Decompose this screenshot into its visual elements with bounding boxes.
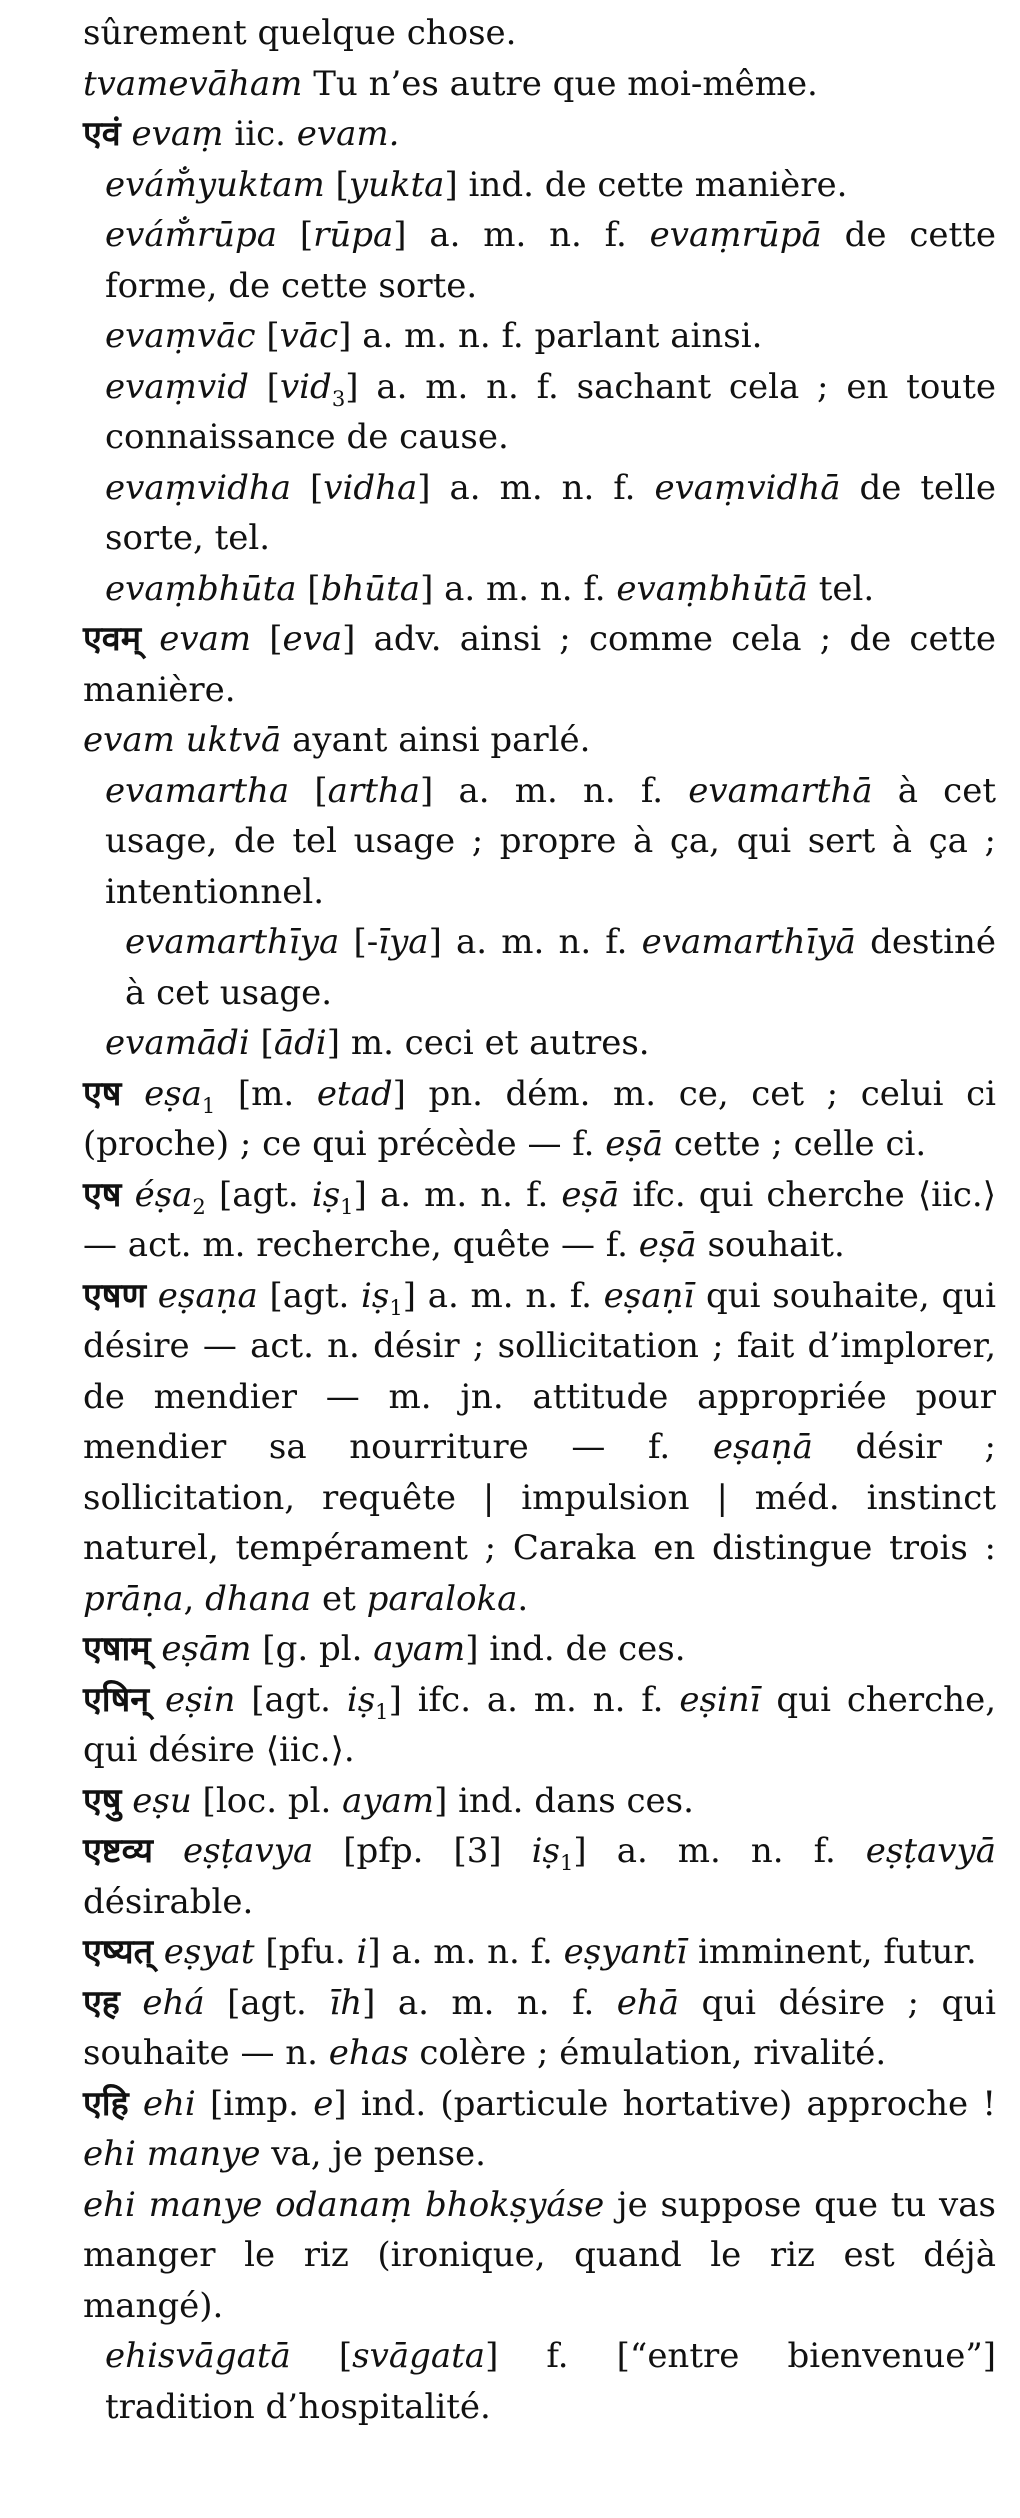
dictionary-entry: एष éṣa$_2$ [agt. iṣ$_1$] a. m. n. f. eṣā ifc. qui cherche ⟨iic.⟩ — act. m. recherche, quête — f. eṣā souhait.: [83, 1174, 996, 1265]
dictionary-entry: एषाम् eṣām [g. pl. ayam] ind. de ces.: [83, 1629, 686, 1669]
dictionary-entry: evaṃvidha [vidha] a. m. n. f. evaṃvidhā de telle sorte, tel.: [105, 467, 996, 558]
dictionary-entry: एष्यत् eṣyat [pfu. i] a. m. n. f. eṣyantī imminent, futur.: [83, 1932, 977, 1972]
dictionary-entry: एषण eṣaṇa [agt. iṣ$_1$] a. m. n. f. eṣaṇī qui souhaite, qui désire — act. n. désir ; sollicitation ; fait d’implorer, de mendier — m. jn. attitude appropriée pour mendier sa nourriture — f. eṣaṇā désir ; sollicitation, requête | impulsion | méd. instinct naturel, tempérament ; Caraka en distingue trois : prāṇa, dhana et paraloka.: [83, 1275, 996, 1619]
dictionary-entry: एष eṣa$_1$ [m. etad] pn. dém. m. ce, cet ; celui ci (proche) ; ce qui précède — f. eṣā cette ; celle ci.: [83, 1073, 996, 1164]
dictionary-entry: evamartha [artha] a. m. n. f. evamarthā à cet usage, de tel usage ; propre à ça, qui sert à ça ; intentionnel.: [105, 770, 996, 912]
dictionary-entry: एवं evaṃ iic. evam.: [83, 114, 400, 154]
dictionary-entry: sûrement quelque chose.: [83, 13, 517, 53]
dictionary-entry: एवम् evam [eva] adv. ainsi ; comme cela ; de cette manière.: [83, 619, 997, 710]
dictionary-entry: tvamevāham Tu n’es autre que moi-même.: [83, 63, 818, 104]
dictionary-entry: एषिन् eṣin [agt. iṣ$_1$] ifc. a. m. n. f. eṣinī qui cherche, qui désire ⟨iic.⟩.: [83, 1679, 996, 1770]
dictionary-entry: एहि ehi [imp. e] ind. (particule hortative) approche ! ehi manye va, je pense.: [83, 2083, 996, 2174]
dictionary-entry: evám̐rūpa [rūpa] a. m. n. f. evaṃrūpā de cette forme, de cette sorte.: [105, 215, 996, 306]
dictionary-entry: एषु eṣu [loc. pl. ayam] ind. dans ces.: [83, 1780, 694, 1821]
dictionary-entry: ehi manye odanaṃ bhokṣyáse je suppose que tu vas manger le riz (ironique, quand le riz est déjà mangé).: [83, 2184, 996, 2326]
dictionary-entry: evám̐yuktam [yukta] ind. de cette manière.: [105, 164, 848, 205]
dictionary-entry: evaṃbhūta [bhūta] a. m. n. f. evaṃbhūtā tel.: [105, 568, 875, 609]
dictionary-entry: एष्टव्य eṣṭavya [pfp. [3] iṣ$_1$] a. m. n. f. eṣṭavyā désirable.: [83, 1831, 996, 1922]
dictionary-entry: एह ehá [agt. īh] a. m. n. f. ehā qui désire ; qui souhaite — n. ehas colère ; émulation, rivalité.: [83, 1982, 996, 2073]
dictionary-entry: evamādi [ādi] m. ceci et autres.: [105, 1023, 650, 1063]
dictionary-entry: evaṃvid [vid$_3$] a. m. n. f. sachant cela ; en toute connaissance de cause.: [105, 366, 996, 457]
dictionary-entry: evaṃvāc [vāc] a. m. n. f. parlant ainsi.: [105, 316, 763, 356]
dictionary-entry: ehisvāgatā [svāgata] f. [“entre bienvenue”] tradition d’hospitalité.: [105, 2336, 997, 2427]
dictionary-entry: evam uktvā ayant ainsi parlé.: [83, 720, 591, 760]
dictionary-entry: evamarthīya [-īya] a. m. n. f. evamarthīyā destiné à cet usage.: [125, 922, 996, 1013]
